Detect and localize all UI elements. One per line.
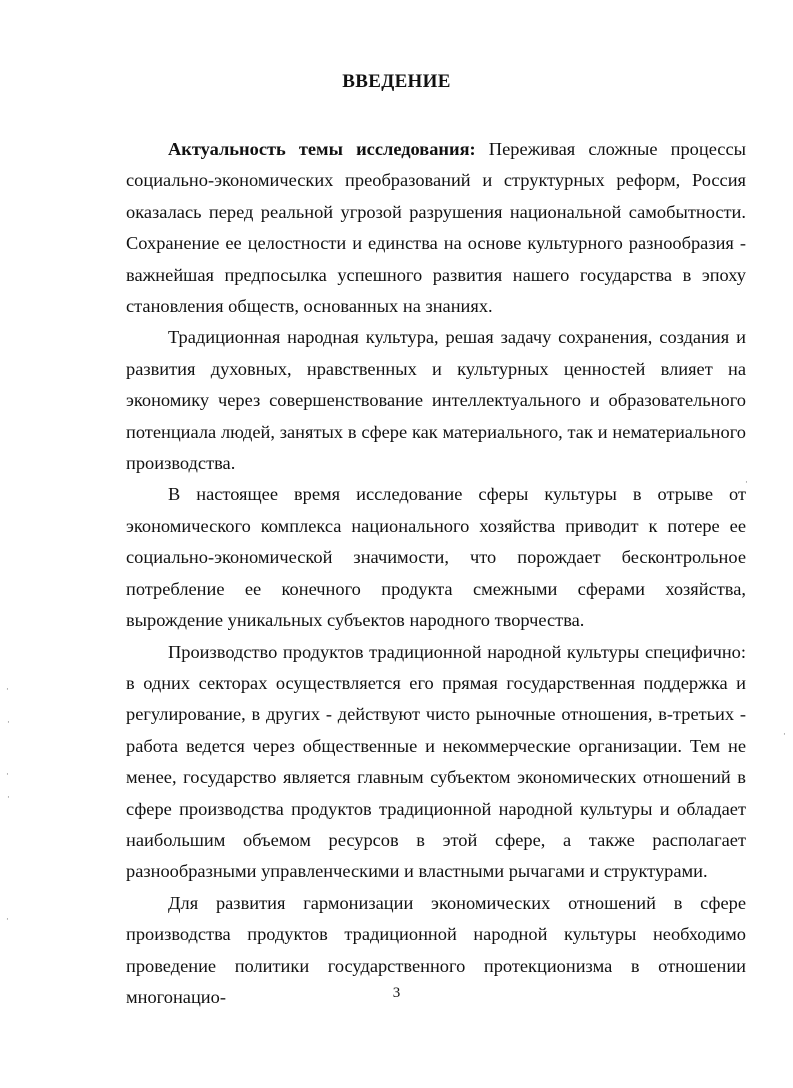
body-text <box>126 134 746 1013</box>
relevance-text: Переживая сложные процессы социально-экономических преобразований и структурных реформ, Россия оказалась перед реальной угрозой разрушения национальной самобытности. Сохранение ее целостности и единства на основе культурного разнообразия - важнейшая предпосылка успешного развития нашего государства в эпоху становления обществ, основанных на знаниях. <box>126 139 746 317</box>
scan-speck: · <box>6 915 9 925</box>
page-number: 3 <box>392 985 401 1001</box>
scan-speck: · <box>7 718 10 728</box>
paragraph-culture-research: В настоящее время исследование сферы культуры в отрыве от экономического комплекса национального хозяйства приводит к потере ее социально-экономической значимости, что порождает бесконтрольное потребление ее конечного продукта смежными сферами хозяйства, вырождение уникальных субъектов народного творчества. <box>126 484 746 631</box>
paragraph-folk-culture: Традиционная народная культура, решая задачу сохранения, создания и развития духовных, нравственных и культурных ценностей влияет на экономику через совершенствование интеллектуального и образовательного потенциала людей, занятых в сфере как материального, так и нематериального производства. <box>126 327 746 474</box>
scan-speck: · <box>745 478 748 488</box>
scan-speck: · <box>783 730 786 740</box>
relevance-heading: Актуальность темы исследования: <box>168 139 476 159</box>
paragraph-production-specifics: Производство продуктов традиционной народной культуры специфично: в одних секторах осуществляется его прямая государственная поддержка и регулирование, в других - действуют чисто рыночные отношения, в-третьих - работа ведется через общественные и некоммерческие организации. Тем не менее, государство является главным субъектом экономических отношений в сфере производства продуктов традиционной народной культуры и обладает наибольшим объемом ресурсов в этой сфере, а также располагает разнообразными управленческими и властными рычагами и структурами. <box>126 641 746 882</box>
scan-speck: · <box>7 793 10 803</box>
page-title: ВВЕДЕНИЕ <box>342 71 451 92</box>
scan-speck: · <box>6 685 9 695</box>
paragraph-harmonization: Для развития гармонизации экономических отношений в сфере производства продуктов традиционной народной культуры необходимо проведение политики государственного протекционизма в отношении многонацио- <box>126 892 746 1007</box>
scan-speck: · <box>6 770 9 780</box>
paragraph-relevance <box>126 134 746 322</box>
